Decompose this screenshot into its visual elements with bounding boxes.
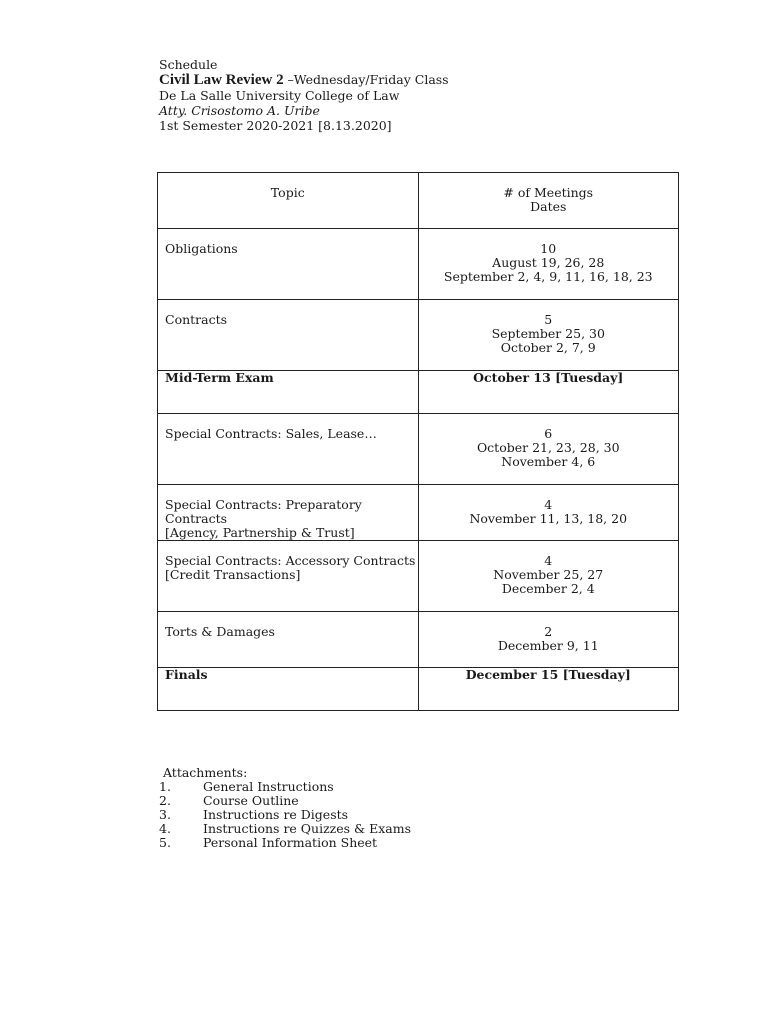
semester-line: 1st Semester 2020-2021 [8.13.2020]: [159, 118, 392, 133]
attachments-title: Attachments:: [163, 765, 248, 780]
attachment-number: 1.: [159, 779, 171, 794]
attachment-item: [159, 821, 412, 836]
meetings-cell: [418, 414, 679, 485]
topic-cell: [158, 668, 419, 711]
table-row: [158, 229, 679, 300]
schedule-table: [157, 172, 679, 711]
meetings-cell: [418, 612, 679, 668]
table-header-row: [158, 173, 679, 229]
attachment-item: [159, 807, 349, 822]
meeting-dates: October 13 [Tuesday]: [473, 370, 624, 385]
document-header: [159, 57, 449, 133]
topic-text: [Credit Transactions]: [165, 567, 301, 582]
meeting-dates: September 2, 4, 9, 11, 16, 18, 23: [443, 269, 653, 284]
meeting-count: 2: [544, 624, 553, 639]
schedule-label: Schedule: [159, 57, 218, 72]
meetings-cell: [418, 229, 679, 300]
meeting-count: 4: [544, 497, 553, 512]
attachments-section: [159, 765, 412, 850]
meeting-count: 6: [544, 426, 553, 441]
table-row: [158, 371, 679, 414]
table-row: [158, 541, 679, 612]
meeting-dates: October 2, 7, 9: [500, 340, 596, 355]
meeting-dates: November 25, 27: [493, 567, 604, 582]
attachment-number: 4.: [159, 821, 171, 836]
topic-text: [Agency, Partnership & Trust]: [165, 525, 355, 540]
table-row: [158, 612, 679, 668]
meetings-cell: [418, 485, 679, 541]
meetings-header-cell: [418, 173, 679, 229]
attachment-label: Personal Information Sheet: [203, 835, 378, 850]
attachment-item: [159, 793, 299, 808]
topic-text: Torts & Damages: [165, 624, 275, 639]
table-row: [158, 485, 679, 541]
attachment-label: General Instructions: [203, 779, 334, 794]
topic-cell: [158, 414, 419, 485]
meetings-cell: [418, 300, 679, 371]
topic-header: Topic: [270, 185, 305, 200]
attachment-label: Course Outline: [203, 793, 299, 808]
meeting-count: 5: [544, 312, 553, 327]
topic-text: Finals: [165, 667, 208, 682]
school-name: De La Salle University College of Law: [159, 88, 400, 103]
dates-header: Dates: [530, 199, 567, 214]
meeting-dates: December 2, 4: [501, 581, 595, 596]
topic-text: Special Contracts: Preparatory Contracts: [165, 497, 362, 526]
topic-cell: [158, 371, 419, 414]
meetings-header: # of Meetings: [503, 185, 594, 200]
meeting-dates: November 4, 6: [501, 454, 596, 469]
topic-text: Obligations: [165, 241, 238, 256]
topic-cell: [158, 229, 419, 300]
attachment-label: Instructions re Quizzes & Exams: [203, 821, 412, 836]
topic-text: Contracts: [165, 312, 228, 327]
attachment-label: Instructions re Digests: [203, 807, 349, 822]
topic-cell: [158, 485, 419, 541]
attachment-number: 2.: [159, 793, 171, 808]
topic-cell: [158, 300, 419, 371]
attachment-item: [159, 779, 334, 794]
course-title: Civil Law Review 2: [159, 72, 284, 88]
attachments-list: [159, 779, 412, 850]
meeting-dates: December 9, 11: [497, 638, 599, 653]
meeting-dates: November 11, 13, 18, 20: [469, 511, 628, 526]
course-class-days: –Wednesday/Friday Class: [283, 72, 449, 87]
meeting-dates: September 25, 30: [491, 326, 605, 341]
topic-header-cell: [158, 173, 419, 229]
attachment-item: [159, 835, 378, 850]
meetings-cell: [418, 668, 679, 711]
topic-cell: [158, 612, 419, 668]
topic-cell: [158, 541, 419, 612]
topic-text: Mid-Term Exam: [165, 370, 274, 385]
topic-text: Special Contracts: Sales, Lease…: [165, 426, 377, 441]
course-title-line: [159, 72, 449, 88]
table-row: [158, 300, 679, 371]
attachment-number: 5.: [159, 835, 171, 850]
meeting-dates: October 21, 23, 28, 30: [476, 440, 620, 455]
table-row: [158, 414, 679, 485]
meetings-cell: [418, 371, 679, 414]
meeting-count: 10: [540, 241, 557, 256]
meetings-cell: [418, 541, 679, 612]
instructor-name: Atty. Crisostomo A. Uribe: [159, 103, 320, 118]
table-row: [158, 668, 679, 711]
meeting-count: 4: [544, 553, 553, 568]
meeting-dates: August 19, 26, 28: [492, 255, 605, 270]
meeting-dates: December 15 [Tuesday]: [465, 667, 631, 682]
attachment-number: 3.: [159, 807, 171, 822]
topic-text: Special Contracts: Accessory Contracts: [165, 553, 416, 568]
